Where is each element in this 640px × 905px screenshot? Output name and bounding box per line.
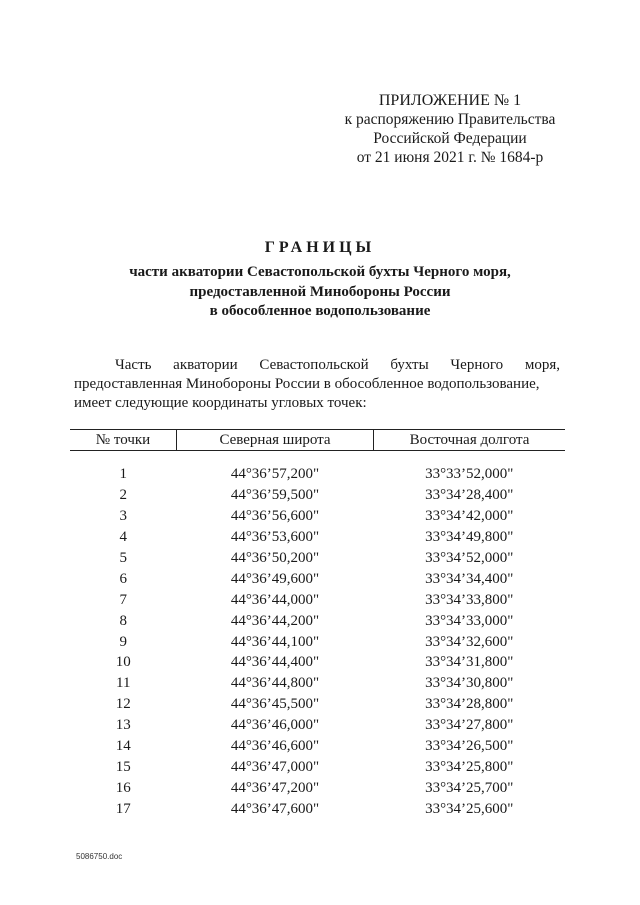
north-latitude-cell: 44°36’44,800" [230,675,320,692]
table-row [70,673,565,694]
north-latitude-cell: 44°36’44,000" [230,591,320,608]
appendix-line-date: от 21 июня 2021 г. № 1684-р [356,149,544,166]
table-row [70,715,565,736]
point-number-cell: 15 [115,758,131,775]
document-code: 5086750.doc [76,852,123,861]
table-body [70,451,565,820]
intro-paragraph [74,356,560,413]
east-longitude-cell: 33°34’34,400" [425,570,514,587]
header-north-latitude: Северная широта [177,430,374,451]
point-number-cell: 8 [119,612,127,629]
north-latitude-cell: 44°36’47,000" [230,758,320,775]
east-longitude-cell: 33°34’32,600" [425,633,514,650]
north-latitude-cell: 44°36’44,100" [230,633,320,650]
east-longitude-cell: 33°34’27,800" [425,717,514,734]
table-row [70,464,565,485]
table-row [70,485,565,506]
table-row [70,610,565,631]
east-longitude-cell: 33°34’28,400" [425,487,514,504]
north-latitude-cell: 44°36’46,600" [230,738,320,755]
north-latitude-cell: 44°36’44,200" [230,612,320,629]
north-latitude-cell: 44°36’59,500" [230,487,320,504]
header-point-number: № точки [70,430,177,451]
paragraph-word: Черного [450,357,504,373]
point-number-cell: 7 [119,591,127,608]
point-number-cell: 13 [115,717,131,734]
north-latitude-cell: 44°36’50,200" [230,550,320,566]
table-row [70,756,565,777]
spacer-cell [70,451,565,465]
paragraph-word: Часть [115,357,152,373]
point-number-cell: 2 [119,487,127,504]
document-title: ГРАНИЦЫ [264,239,376,256]
east-longitude-cell: 33°34’25,700" [425,779,514,796]
point-number-cell: 16 [115,779,131,796]
point-number-cell: 17 [115,800,131,817]
paragraph-word: акватории [173,357,238,373]
document-subtitle [80,263,560,322]
table-row [70,568,565,589]
subtitle-line-3: в обособленное водопользование [209,303,431,319]
east-longitude-cell: 33°34’49,800" [425,529,514,546]
point-number-cell: 9 [119,633,127,650]
point-number-cell: 6 [119,570,127,587]
coordinates-table [70,429,565,819]
header-east-longitude: Восточная долгота [374,430,566,451]
table-row [70,652,565,673]
north-latitude-cell: 44°36’57,200" [230,466,320,483]
table-header-row [70,430,565,451]
table-row [70,694,565,715]
north-latitude-cell: 44°36’49,600" [230,570,320,587]
table-row [70,548,565,569]
east-longitude-cell: 33°34’25,600" [425,800,514,817]
subtitle-line-2: предоставленной Минобороны России [189,283,451,300]
appendix-title: ПРИЛОЖЕНИЕ № 1 [378,92,522,109]
north-latitude-cell: 44°36’46,000" [230,717,320,734]
north-latitude-cell: 44°36’56,600" [230,508,320,525]
point-number-cell: 14 [115,738,131,755]
point-number-cell: 12 [115,696,131,713]
north-latitude-cell: 44°36’47,600" [230,800,320,817]
point-number-cell: 4 [119,529,127,546]
east-longitude-cell: 33°33’52,000" [425,466,514,483]
paragraph-word: моря, [524,357,560,373]
table-spacer [70,451,565,465]
paragraph-word: Севастопольской [259,357,369,373]
east-longitude-cell: 33°34’25,800" [425,758,514,775]
point-number-cell: 11 [116,675,131,692]
paragraph-line-1 [74,356,560,375]
east-longitude-cell: 33°34’33,800" [425,591,514,608]
east-longitude-cell: 33°34’52,000" [425,550,514,566]
north-latitude-cell: 44°36’53,600" [230,529,320,546]
table-row [70,631,565,652]
paragraph-word: бухты [390,357,429,373]
table-row [70,589,565,610]
point-number-cell: 10 [115,654,131,671]
point-number-cell: 1 [119,466,127,483]
table-row [70,506,565,527]
east-longitude-cell: 33°34’31,800" [425,654,514,671]
paragraph-line-2: предоставленная Минобороны России в обособленное водопользование, [74,376,540,392]
appendix-line-order: к распоряжению Правительства [344,111,556,128]
table-row [70,527,565,548]
table-row [70,798,565,819]
paragraph-line-3: имеет следующие координаты угловых точек: [74,395,367,411]
subtitle-line-1: части акватории Севастопольской бухты Черного моря, [129,264,511,280]
east-longitude-cell: 33°34’30,800" [425,675,514,692]
north-latitude-cell: 44°36’44,400" [230,654,320,671]
appendix-line-government: Российской Федерации [373,130,527,147]
east-longitude-cell: 33°34’26,500" [425,738,514,755]
east-longitude-cell: 33°34’33,000" [425,612,514,629]
appendix-header [330,91,570,167]
east-longitude-cell: 33°34’28,800" [425,696,514,713]
table-row [70,777,565,798]
north-latitude-cell: 44°36’45,500" [230,696,320,713]
point-number-cell: 3 [119,508,127,525]
north-latitude-cell: 44°36’47,200" [230,779,320,796]
point-number-cell: 5 [119,550,127,566]
table-row [70,736,565,757]
east-longitude-cell: 33°34’42,000" [425,508,514,525]
